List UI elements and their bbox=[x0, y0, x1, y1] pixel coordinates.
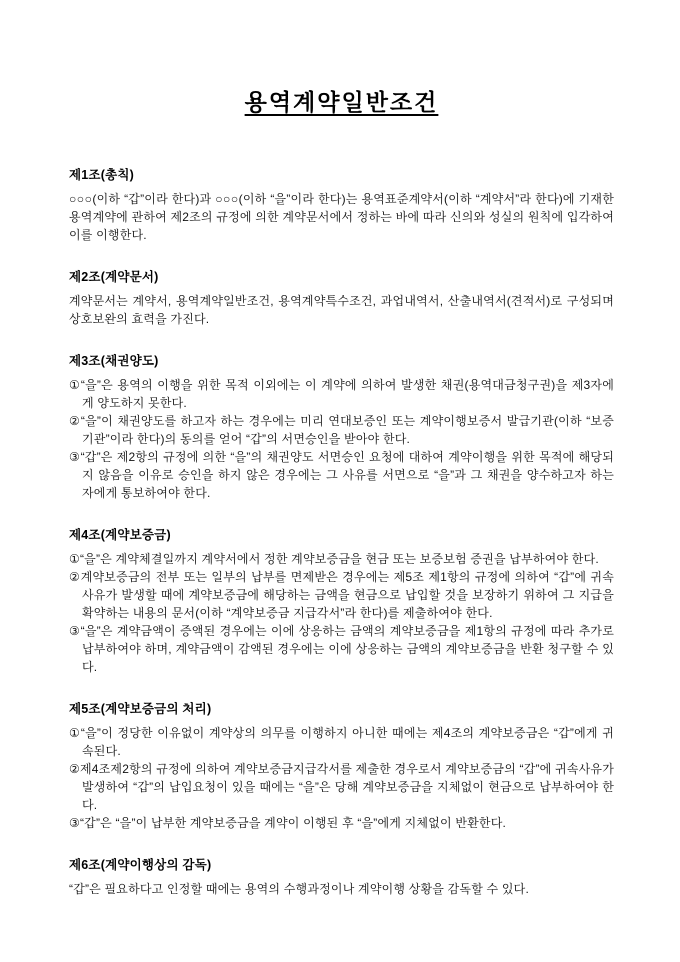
section-article-6 bbox=[69, 855, 614, 898]
article-3-heading: 제3조(채권양도) bbox=[69, 354, 159, 368]
article-5-clause-2: ②제4조제2항의 규정에 의하여 계약보증금지급각서를 제출한 경우로서 계약보증금의 “갑”에 귀속사유가 발생하여 “갑”의 납입요청이 있을 때에는 “을”은 당해 계약보증금을 지체없이 현금으로 납부하여야 한다. bbox=[69, 762, 614, 812]
article-3-clause-2: ②“을”이 채권양도를 하고자 하는 경우에는 미리 연대보증인 또는 계약이행보증서 발급기관(이하 “보증기관”이라 한다)의 동의를 얻어 “갑”의 서면승인을 받아야 한다. bbox=[69, 414, 614, 446]
article-1-heading: 제1조(총칙) bbox=[69, 168, 134, 182]
article-5-heading: 제5조(계약보증금의 처리) bbox=[69, 702, 212, 716]
article-6-body: “갑”은 필요하다고 인정할 때에는 용역의 수행과정이나 계약이행 상황을 감독할 수 있다. bbox=[69, 882, 529, 896]
document-title: 용역계약일반조건 bbox=[244, 89, 439, 115]
section-article-4 bbox=[69, 525, 614, 676]
article-5-clause-1: ①“을”이 정당한 이유없이 계약상의 의무를 이행하지 아니한 때에는 제4조의 계약보증금은 “갑”에게 귀속된다. bbox=[69, 726, 614, 758]
section-article-5 bbox=[69, 699, 614, 832]
article-6-heading: 제6조(계약이행상의 감독) bbox=[69, 858, 212, 872]
article-2-body: 계약문서는 계약서, 용역계약일반조건, 용역계약특수조건, 과업내역서, 산출내역서(견적서)로 구성되며 상호보완의 효력을 가진다. bbox=[69, 294, 614, 326]
article-4-clause-3: ③“을”은 계약금액이 증액된 경우에는 이에 상응하는 금액의 계약보증금을 제1항의 규정에 따라 추가로 납부하여야 하며, 계약금액이 감액된 경우에는 이에 상응하는 금액의 계약보증금을 반환 청구할 수 있다. bbox=[69, 624, 614, 674]
article-4-heading: 제4조(계약보증금) bbox=[69, 528, 171, 542]
article-5-clause-3: ③“갑”은 “을”이 납부한 계약보증금을 계약이 이행된 후 “을”에게 지체없이 반환한다. bbox=[69, 816, 507, 830]
article-3-clause-1: ①“을”은 용역의 이행을 위한 목적 이외에는 이 계약에 의하여 발생한 채권(용역대금청구권)을 제3자에게 양도하지 못한다. bbox=[69, 378, 614, 410]
article-4-clause-1: ①“을”은 계약체결일까지 계약서에서 정한 계약보증금을 현금 또는 보증보험 증권을 납부하여야 한다. bbox=[69, 552, 599, 566]
section-article-1 bbox=[69, 165, 614, 244]
article-2-heading: 제2조(계약문서) bbox=[69, 270, 159, 284]
section-article-2 bbox=[69, 267, 614, 328]
section-article-3 bbox=[69, 351, 614, 502]
article-4-clause-2: ②계약보증금의 전부 또는 일부의 납부를 면제받은 경우에는 제5조 제1항의 규정에 의하여 “갑”에 귀속사유가 발생할 때에 계약보증금에 해당하는 금액을 현금으로 납입할 것을 보장하기 위하여 그 지급을 확약하는 내용의 문서(이하 “계약보증금 지급각서”라 한다)를 제출하여야 한다. bbox=[69, 570, 614, 620]
article-1-body: ○○○(이하 “갑”이라 한다)과 ○○○(이하 “을”이라 한다)는 용역표준계약서(이하 “계약서”라 한다)에 기재한 용역계약에 관하여 제2조의 규정에 의한 계약문서에서 정하는 바에 따라 신의와 성실의 원칙에 입각하여 이를 이행한다. bbox=[69, 192, 614, 242]
article-3-clause-3: ③“갑”은 제2항의 규정에 의한 “을”의 채권양도 서면승인 요청에 대하여 계약이행을 위한 목적에 해당되지 않음을 이유로 승인을 하지 않은 경우에는 그 사유를 서면으로 “을”과 그 채권을 양수하고자 하는 자에게 통보하여야 한다. bbox=[69, 450, 614, 500]
